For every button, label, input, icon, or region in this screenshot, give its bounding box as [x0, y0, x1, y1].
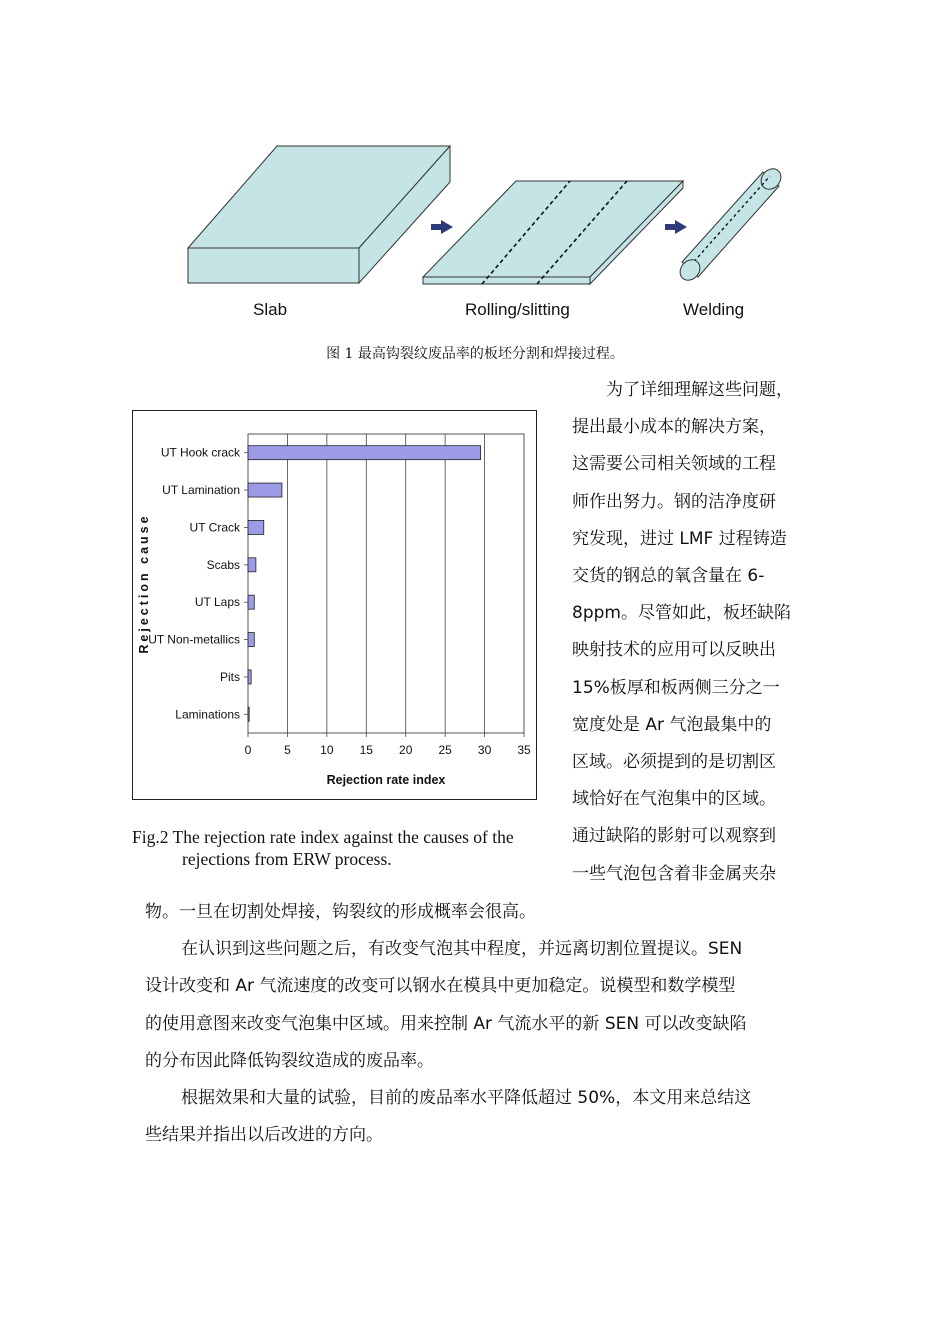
figure-1-caption: 图 1 最高钩裂纹废品率的板坯分割和焊接过程。: [326, 346, 624, 362]
x-tick-label: 0: [244, 743, 252, 757]
text-line: 这需要公司相关领域的工程: [572, 454, 776, 475]
rolling-label: Rolling/slitting: [465, 300, 570, 319]
text-line: 宽度处是 Ar 气泡最集中的: [572, 714, 772, 735]
bar: [248, 595, 254, 609]
category-label: UT Crack: [189, 520, 240, 535]
welding-label: Welding: [683, 300, 745, 319]
rejection-chart: [132, 410, 537, 800]
category-label: Pits: [219, 669, 240, 684]
text-line: 师作出努力。钢的洁净度研: [572, 491, 776, 512]
text-line: 映射技术的应用可以反映出: [572, 640, 776, 661]
x-tick-label: 15: [359, 743, 373, 757]
slab-label: Slab: [253, 300, 288, 319]
rolled-plate-illustration: [423, 181, 683, 284]
x-tick-label: 5: [284, 743, 291, 757]
bar: [248, 483, 282, 497]
text-line: 提出最小成本的解决方案，: [572, 417, 776, 438]
bar: [248, 670, 251, 684]
bar: [248, 633, 254, 647]
bar: [248, 558, 256, 572]
text-line: 通过缺陷的影射可以观察到: [572, 826, 776, 847]
bar: [248, 446, 481, 460]
text-line: 些结果并指出以后改进的方向。: [145, 1125, 383, 1146]
text-line: 一些气泡包含着非金属夹杂: [572, 863, 776, 884]
side-paragraph: [572, 372, 812, 893]
figure-2-caption-line-2: rejections from ERW process.: [182, 849, 392, 869]
x-axis-title: Rejection rate index: [326, 773, 446, 787]
text-line: 为了详细理解这些问题，: [606, 380, 793, 400]
x-tick-label: 30: [477, 743, 492, 757]
slab-illustration: [188, 146, 450, 283]
bar: [248, 520, 264, 534]
category-label: Laminations: [175, 707, 240, 722]
text-line: 交货的钢总的氧含量在 6-: [572, 566, 765, 587]
text-line: 在认识到这些问题之后，有改变气泡其中程度，并远离切割位置提议。SEN: [181, 939, 743, 960]
x-tick-label: 35: [517, 743, 531, 757]
category-label: UT Lamination: [162, 483, 240, 498]
plot-area: [248, 434, 524, 733]
figure-2-caption-line-1: Fig.2 The rejection rate index against the causes of the: [132, 827, 514, 847]
arrow-icon: [665, 220, 687, 234]
text-line: 的分布因此降低钩裂纹造成的废品率。: [145, 1050, 434, 1071]
text-line: 域恰好在气泡集中的区域。: [572, 789, 776, 810]
category-label: UT Non-metallics: [148, 632, 240, 647]
category-label: Scabs: [206, 557, 240, 572]
x-tick-label: 10: [320, 743, 334, 757]
bar: [248, 707, 249, 721]
text-line: 根据效果和大量的试验，目前的废品率水平降低超过 50%，本文用来总结这: [181, 1088, 752, 1109]
text-line: 究发现，进过 LMF 过程铸造: [572, 528, 787, 549]
arrow-icon: [431, 220, 453, 234]
text-line: 区域。必须提到的是切割区: [572, 752, 776, 773]
text-line: 设计改变和 Ar 气流速度的改变可以钢水在模具中更加稳定。说模型和数学模型: [145, 976, 736, 997]
category-label: UT Hook crack: [160, 445, 240, 460]
category-label: UT Laps: [194, 595, 240, 610]
main-paragraphs: [145, 894, 813, 1154]
text-line: 15%板厚和板两侧三分之一: [572, 677, 780, 698]
x-tick-label: 25: [438, 743, 452, 757]
text-line: 物。一旦在切割处焊接，钩裂纹的形成概率会很高。: [145, 902, 536, 922]
text-line: 的使用意图来改变气泡集中区域。用来控制 Ar 气流水平的新 SEN 可以改变缺陷: [145, 1013, 747, 1034]
text-line: 8ppm。尽管如此，板坯缺陷: [572, 603, 791, 624]
x-tick-label: 20: [399, 743, 413, 757]
welded-pipe-illustration: [676, 165, 785, 284]
y-axis-title: Rejection cause: [137, 513, 151, 654]
process-figure: [0, 0, 950, 330]
figure-2-caption: [132, 826, 552, 870]
